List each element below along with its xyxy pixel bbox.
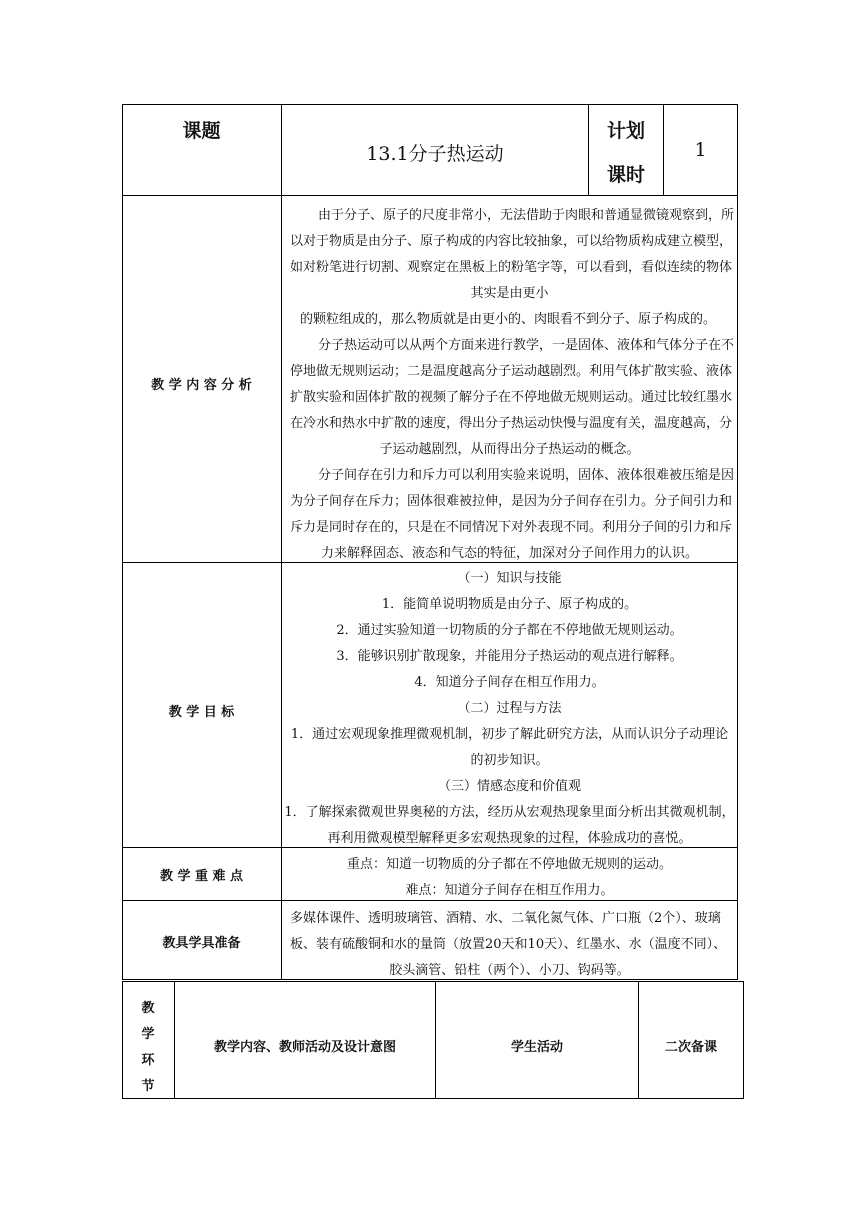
objective-item: 2．通过实验知道一切物质的分子都在不停地做无规则运动。 (336, 623, 683, 638)
stage-label-char: 教 (141, 1001, 155, 1016)
objective-item: 再利用微观模型解释更多宏观热现象的过程，体验成功的喜悦。 (327, 831, 692, 846)
objective-heading: （二）过程与方法 (457, 701, 562, 716)
objective-item: 1．了解探索微观世界奥秘的方法，经历从宏观热现象里面分析出其微观机制， (284, 805, 735, 820)
paragraph-line: 的颗粒组成的，那么物质就是由更小的、肉眼看不到分子、原子构成的。 (300, 312, 717, 327)
objectives-label: 教 学 目 标 (168, 705, 235, 720)
paragraph-line: 斥力是同时存在的，只是在不同情况下对外表现不同。利用分子间的引力和斥 (290, 520, 733, 535)
objective-item: 1．通过宏观现象推理微观机制，初步了解此研究方法，从而认识分子动理论 (290, 727, 729, 742)
row-divider (122, 195, 738, 196)
paragraph-line: 如对粉笔进行切割、观察定在黑板上的粉笔字等，可以看到，看似连续的物体 (290, 260, 733, 275)
table-border-right (737, 104, 738, 980)
paragraph-line: 为分子间存在斥力；固体很难被拉伸，是因为分子间存在引力。分子间引力和 (290, 494, 733, 509)
table-border-left (122, 104, 123, 980)
table2-border-right (743, 981, 744, 1099)
objective-heading: （一）知识与技能 (457, 571, 562, 586)
topic-label: 课题 (182, 120, 221, 142)
plan-label-line1: 计划 (606, 120, 645, 142)
objective-item: 的初步知识。 (470, 753, 549, 768)
plan-hours-value: 1 (694, 139, 707, 161)
paragraph-line: 停地做无规则运动；二是温度越高分子运动越剧烈。利用气体扩散实验、液体 (290, 364, 733, 379)
paragraph-line: 在冷水和热水中扩散的速度，得出分子热运动快慢与温度有关，温度越高，分 (290, 416, 733, 431)
difficult-point: 难点：知道分子间存在相互作用力。 (405, 883, 614, 898)
stage-label-char: 环 (141, 1053, 155, 1068)
paragraph-line: 其实是由更小 (470, 286, 549, 301)
topic-title: 13.1分子热运动 (366, 143, 504, 165)
paragraph-line: 力来解释固态、液态和气态的特征，加深对分子间作用力的认识。 (320, 546, 698, 561)
objective-heading: （三）情感态度和价值观 (437, 779, 581, 794)
key-point: 重点：知道一切物质的分子都在不停地做无规则的运动。 (346, 857, 672, 872)
table2-border-top (122, 981, 744, 982)
stage-label-char: 学 (141, 1027, 155, 1042)
objective-item: 4．知道分子间存在相互作用力。 (414, 675, 605, 690)
key-points-label: 教 学 重 难 点 (159, 869, 244, 884)
materials-label: 教具学具准备 (162, 936, 241, 951)
paragraph-line: 分子间存在引力和斥力可以利用实验来说明，固体、液体很难被压缩是因 (318, 468, 735, 483)
column-header-second-prep: 二次备课 (664, 1040, 717, 1055)
objective-item: 3．能够识别扩散现象，并能用分子热运动的观点进行解释。 (336, 649, 683, 664)
materials-line: 板、装有硫酸铜和水的量筒（放置20天和10天）、红墨水、水（温度不同）、 (290, 937, 727, 952)
paragraph-line: 以对于物质是由分子、原子构成的内容比较抽象，可以给物质构成建立模型， (290, 234, 733, 249)
paragraph-line: 子运动越剧烈，从而得出分子热运动的概念。 (379, 442, 640, 457)
table-border-top (122, 104, 738, 105)
table2-border-bottom (122, 1098, 744, 1099)
materials-line: 胶头滴管、铅柱（两个）、小刀、钩码等。 (389, 963, 630, 978)
paragraph-line: 由于分子、原子的尺度非常小，无法借助于肉眼和普通显微镜观察到，所 (318, 208, 735, 223)
column-header-content: 教学内容、教师活动及设计意图 (213, 1040, 396, 1055)
column-header-student: 学生活动 (510, 1040, 563, 1055)
materials-line: 多媒体课件、透明玻璃管、酒精、水、二氧化氮气体、广口瓶（2个）、玻璃 (290, 911, 721, 926)
plan-label-line2: 课时 (606, 164, 645, 186)
objective-item: 1．能简单说明物质是由分子、原子构成的。 (381, 597, 638, 612)
stage-label-char: 节 (141, 1079, 155, 1094)
paragraph-line: 扩散实验和固体扩散的视频了解分子在不停地做无规则运动。通过比较红墨水 (290, 390, 733, 405)
paragraph-line: 分子热运动可以从两个方面来进行教学，一是固体、液体和气体分子在不 (318, 338, 735, 353)
content-analysis-label: 教 学 内 容 分 析 (151, 378, 252, 393)
